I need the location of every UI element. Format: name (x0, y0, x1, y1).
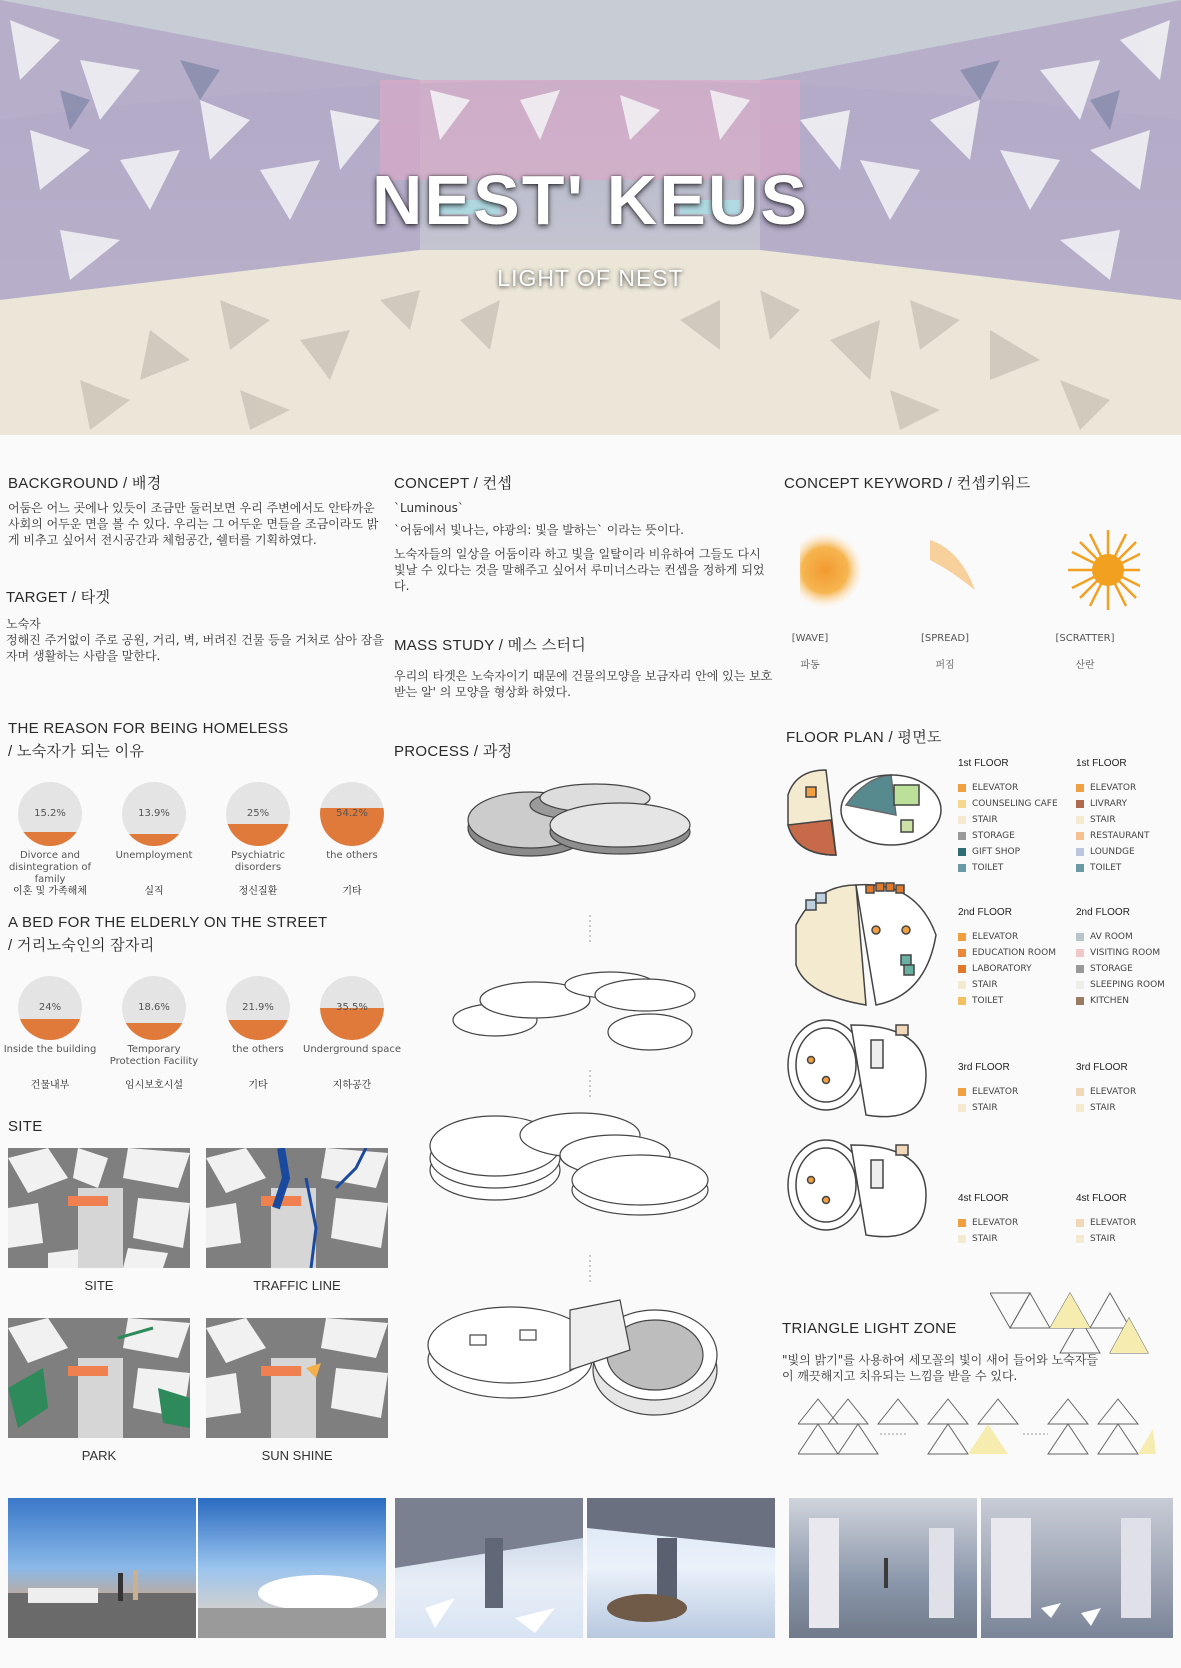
legend-item (958, 945, 1056, 961)
stat-fill (122, 834, 186, 846)
legend-item (1076, 812, 1149, 828)
legend-swatch (958, 832, 966, 840)
legend-item (958, 977, 1056, 993)
legend-item (1076, 993, 1165, 1009)
concept-text: 노숙자들의 일상을 어둠이라 하고 빛을 일탈이라 비유하여 그들도 다시 빛날 수 있다는 것을 말해주고 싶어서 루미너스라는 컨셉을 정하게 되었다. (394, 547, 765, 593)
keyword-heading: CONCEPT KEYWORD / 컨셉키워드 (784, 475, 1031, 492)
target-text-1: 노숙자 (6, 617, 41, 631)
floor-legend (1076, 1215, 1136, 1247)
render-5 (789, 1498, 977, 1638)
legend-label: ELEVATOR (972, 1218, 1019, 1228)
legend-swatch (1076, 1104, 1084, 1112)
stat-label-ko: 실직 (144, 886, 164, 897)
concept-line-1: `Luminous` (394, 501, 464, 515)
legend-item (1076, 929, 1165, 945)
floor-title: 3rd FLOOR (1076, 1062, 1128, 1073)
stat-label-ko: 건물내부 (30, 1080, 70, 1091)
legend-swatch (958, 864, 966, 872)
legend-label: LABORATORY (972, 964, 1032, 974)
legend-item (1076, 1215, 1136, 1231)
keyword-icons (800, 530, 1140, 610)
sunshine-map (206, 1318, 388, 1438)
legend-item (958, 860, 1058, 876)
legend-item (1076, 860, 1149, 876)
wave-icon (800, 532, 863, 608)
site-heading: SITE (8, 1118, 43, 1135)
legend-swatch (958, 1219, 966, 1227)
legend-swatch (1076, 832, 1084, 840)
triangle-heading: TRIANGLE LIGHT ZONE (782, 1320, 957, 1337)
legend-swatch (1076, 997, 1084, 1005)
legend-item (1076, 1100, 1136, 1116)
site-map (8, 1148, 190, 1268)
legend-swatch (1076, 784, 1084, 792)
bed-subheading: / 거리노숙인의 잠자리 (8, 937, 155, 954)
stat-value: 35.5% (336, 1002, 368, 1013)
process-diagram (420, 770, 760, 1510)
legend-item (958, 812, 1058, 828)
legend-item (1076, 828, 1149, 844)
spread-icon (930, 540, 975, 590)
stat-label: Inside the building (3, 1044, 97, 1055)
legend-label: EDUCATION ROOM (972, 948, 1056, 958)
map-label-traffic: TRAFFIC LINE (253, 1278, 341, 1293)
hero-subtitle: LIGHT OF NEST (497, 265, 684, 291)
legend-swatch (1076, 816, 1084, 824)
legend-item (1076, 1084, 1136, 1100)
background-heading: BACKGROUND / 배경 (8, 475, 162, 492)
legend-item (1076, 780, 1149, 796)
legend-label: LOUNDGE (1090, 847, 1135, 857)
stat-label: the others (326, 850, 378, 861)
floor-title: 3rd FLOOR (958, 1062, 1010, 1073)
legend-swatch (1076, 965, 1084, 973)
legend-item (958, 1215, 1018, 1231)
legend-swatch (1076, 800, 1084, 808)
render-6 (981, 1498, 1173, 1638)
keyword-label: [SCRATTER] (1055, 633, 1115, 644)
target-heading: TARGET / 타겟 (6, 589, 111, 606)
floor-legend (958, 1215, 1018, 1247)
stat-circle (320, 782, 384, 846)
stat-circle (226, 976, 290, 1040)
stat-circle (122, 782, 186, 846)
keyword-label-ko: 산란 (1075, 660, 1095, 671)
legend-item (958, 993, 1056, 1009)
mass-heading: MASS STUDY / 메스 스터디 (394, 637, 587, 654)
stat-label: Underground space (303, 1044, 401, 1055)
floor-legend (958, 1084, 1018, 1116)
keyword-label-ko: 파동 (800, 660, 820, 671)
legend-label: ELEVATOR (1090, 1087, 1137, 1097)
stat-label-ko: 이혼 및 가족해체 (13, 886, 87, 897)
stat-value: 24% (38, 1002, 62, 1013)
map-label-site: SITE (84, 1278, 114, 1293)
legend-item (1076, 844, 1149, 860)
legend-item (958, 844, 1058, 860)
stat-label: Divorce and disintegration of family (8, 850, 92, 885)
floor-legend (1076, 780, 1149, 876)
floor-title: 2nd FLOOR (958, 907, 1012, 918)
legend-swatch (1076, 864, 1084, 872)
legend-label: ELEVATOR (972, 783, 1019, 793)
park-map (8, 1318, 190, 1438)
stat-label: Unemployment (115, 850, 193, 861)
legend-item (958, 929, 1056, 945)
traffic-map (206, 1148, 388, 1268)
legend-label: GIFT SHOP (972, 847, 1020, 857)
legend-swatch (1076, 1088, 1084, 1096)
legend-label: STAIR (1090, 1234, 1116, 1244)
floor-title: 1st FLOOR (958, 758, 1009, 769)
legend-label: TOILET (972, 863, 1004, 873)
background-text: 어둠은 어느 곳에나 있듯이 조금만 둘러보면 우리 주변에서도 안타까운 사회의 어두운 면을 볼 수 있다. 우리는 그 어두운 면들을 조금이라도 밝게 비추고 싶어서 전시공간과 체험공간, 쉘터를 기획하였다. (8, 501, 379, 547)
legend-label: TOILET (1090, 863, 1122, 873)
legend-swatch (958, 981, 966, 989)
map-label-sunshine: SUN SHINE (261, 1448, 333, 1463)
legend-swatch (958, 997, 966, 1005)
legend-swatch (958, 965, 966, 973)
legend-swatch (1076, 949, 1084, 957)
render-4 (587, 1498, 775, 1638)
legend-label: STORAGE (1090, 964, 1133, 974)
legend-item (1076, 945, 1165, 961)
process-heading: PROCESS / 과정 (394, 743, 513, 760)
concept-heading: CONCEPT / 컨셉 (394, 475, 513, 492)
legend-label: STAIR (972, 815, 998, 825)
stat-label-ko: 정신질환 (238, 886, 278, 897)
floor-title: 2nd FLOOR (1076, 907, 1130, 918)
floor-legend (958, 929, 1056, 1009)
map-label-park: PARK (81, 1448, 117, 1463)
floor-legend (958, 780, 1058, 876)
legend-swatch (958, 784, 966, 792)
stat-label-ko: 지하공간 (332, 1080, 372, 1091)
stat-value: 25% (246, 808, 270, 819)
legend-swatch (1076, 981, 1084, 989)
legend-label: STORAGE (972, 831, 1015, 841)
hero-title: NEST' KEUS (371, 161, 810, 239)
stat-label-ko: 임시보호시설 (125, 1080, 183, 1091)
floor-legend (1076, 1084, 1136, 1116)
legend-label: TOILET (972, 996, 1004, 1006)
floor-title: 1st FLOOR (1076, 758, 1127, 769)
stat-label-ko: 기타 (342, 886, 362, 897)
legend-item (1076, 961, 1165, 977)
legend-label: VISITING ROOM (1090, 948, 1161, 958)
legend-label: STAIR (972, 980, 998, 990)
legend-label: SLEEPING ROOM (1090, 980, 1165, 990)
triangle-text: "빛의 밝기"를 사용하여 세모꼴의 빛이 새어 들어와 노숙자들이 깨끗해지고 치유되는 느낌을 받을 수 있다. (782, 1353, 1098, 1383)
legend-swatch (958, 1088, 966, 1096)
legend-swatch (1076, 1219, 1084, 1227)
stat-circle (18, 782, 82, 846)
legend-label: ELEVATOR (972, 932, 1019, 942)
floor-title: 4st FLOOR (958, 1193, 1009, 1204)
stat-circle (320, 976, 384, 1040)
legend-item (958, 961, 1056, 977)
legend-swatch (958, 1235, 966, 1243)
legend-item (1076, 796, 1149, 812)
legend-label: ELEVATOR (1090, 1218, 1137, 1228)
floor-heading: FLOOR PLAN / 평면도 (786, 729, 942, 746)
stat-value: 15.2% (34, 808, 66, 819)
bed-heading: A BED FOR THE ELDERLY ON THE STREET (8, 914, 328, 931)
keyword-label: [SPREAD] (921, 633, 969, 644)
stat-value: 13.9% (138, 808, 170, 819)
legend-label: KITCHEN (1090, 996, 1129, 1006)
triangle-pattern-top (990, 1288, 1150, 1358)
mass-text: 우리의 타겟은 노숙자이기 때문에 건물의모양을 보금자리 안에 있는 보호받는 알' 의 모양을 형상화 하였다. (394, 669, 773, 699)
stat-fill (122, 1023, 186, 1040)
stat-value: 54.2% (336, 808, 368, 819)
keyword-label: [WAVE] (791, 633, 829, 644)
legend-item (958, 1231, 1018, 1247)
legend-label: STAIR (972, 1103, 998, 1113)
legend-item (958, 828, 1058, 844)
stat-fill (18, 832, 82, 846)
legend-item (958, 796, 1058, 812)
reason-subheading: / 노숙자가 되는 이유 (8, 743, 145, 760)
triangle-pattern-bottom (798, 1394, 1158, 1464)
hero-banner (0, 0, 1181, 435)
legend-label: RESTAURANT (1090, 831, 1150, 841)
floor-legend (1076, 929, 1165, 1009)
floor-title: 4st FLOOR (1076, 1193, 1127, 1204)
legend-item (958, 1084, 1018, 1100)
legend-item (958, 780, 1058, 796)
stat-label: Temporary Protection Facility (109, 1044, 199, 1067)
legend-label: ELEVATOR (1090, 783, 1137, 793)
legend-label: STAIR (1090, 815, 1116, 825)
stat-fill (226, 1020, 290, 1040)
stat-value: 18.6% (138, 1002, 170, 1013)
legend-swatch (1076, 848, 1084, 856)
render-2 (198, 1498, 386, 1638)
legend-swatch (958, 848, 966, 856)
stat-circle (122, 976, 186, 1040)
render-3 (395, 1498, 583, 1638)
legend-label: LIVRARY (1090, 799, 1128, 809)
legend-item (958, 1100, 1018, 1116)
legend-swatch (958, 800, 966, 808)
reason-heading: THE REASON FOR BEING HOMELESS (8, 720, 289, 737)
legend-swatch (958, 816, 966, 824)
concept-line-2: `어둠에서 빛나는, 야광의: 빛을 발하는` 이라는 뜻이다. (394, 523, 684, 537)
legend-label: ELEVATOR (972, 1087, 1019, 1097)
stat-label: the others (232, 1044, 284, 1055)
legend-swatch (1076, 933, 1084, 941)
legend-swatch (958, 933, 966, 941)
legend-label: STAIR (972, 1234, 998, 1244)
legend-swatch (958, 949, 966, 957)
legend-item (1076, 1231, 1136, 1247)
floor-plan-drawings (786, 765, 946, 1250)
stat-circle (226, 782, 290, 846)
legend-swatch (958, 1104, 966, 1112)
legend-label: STAIR (1090, 1103, 1116, 1113)
stat-label: Psychiatric disorders (230, 850, 286, 873)
keyword-label-ko: 퍼짐 (935, 660, 955, 671)
legend-label: COUNSELING CAFE (972, 799, 1058, 809)
stat-circle (18, 976, 82, 1040)
stat-value: 21.9% (242, 1002, 274, 1013)
legend-swatch (1076, 1235, 1084, 1243)
legend-label: AV ROOM (1090, 932, 1133, 942)
stat-label-ko: 기타 (248, 1080, 268, 1091)
legend-item (1076, 977, 1165, 993)
target-text-2: 정해진 주거없이 주로 공원, 거리, 벽, 버려진 건물 등을 거처로 삼아 잠을 자며 생활하는 사람을 말한다. (6, 633, 384, 663)
render-1 (8, 1498, 196, 1638)
